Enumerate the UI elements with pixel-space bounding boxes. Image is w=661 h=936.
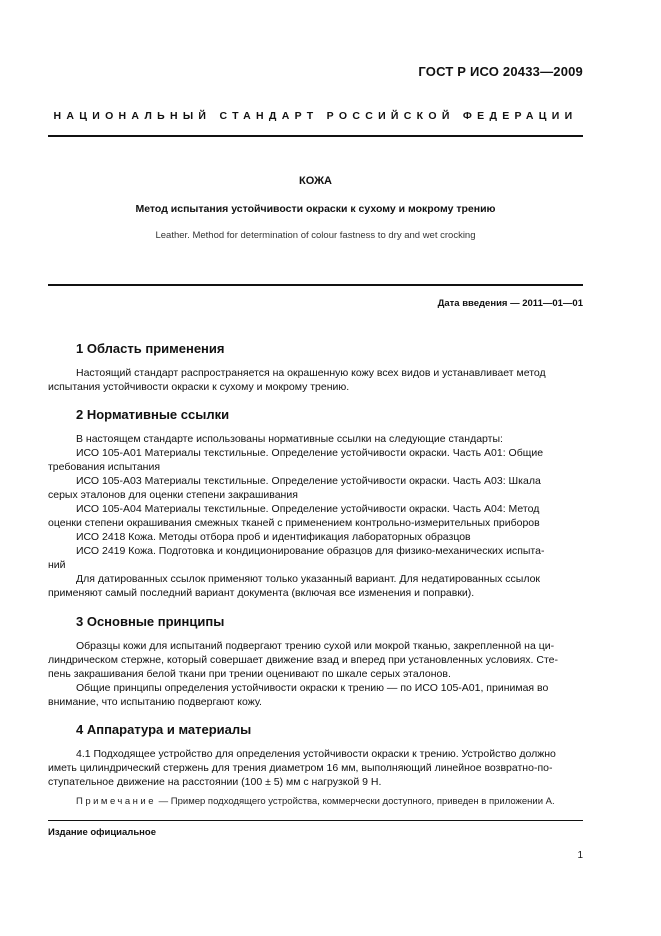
paragraph-line: Для датированных ссылок применяют только указанный вариант. Для недатированных ссылок [76,573,541,585]
bottom-divider [48,820,583,821]
gost-code: ГОСТ Р ИСО 20433—2009 [418,64,583,79]
section-3-heading: 3 Основные принципы [76,614,225,629]
paragraph-line: 4.1 Подходящее устройство для определения устойчивости окраски к трению. Устройство должно [76,748,556,760]
paragraph-line: Образцы кожи для испытаний подвергают трению сухой или мокрой тканью, закрепленной на ци- [76,640,555,652]
reference-line: требования испытания [48,461,161,473]
reference-line: серых эталонов для оценки степени закрашивания [48,489,298,501]
paragraph-line: Настоящий стандарт распространяется на окрашенную кожу всех видов и устанавливает метод [76,367,546,379]
paragraph-line: линдрическом стержне, который совершает движение взад и вперед при установленных условиях. Сте- [48,654,558,666]
paragraph-line: внимание, что испытанию подвергают кожу. [48,696,262,708]
page-number: 1 [577,850,583,861]
reference-line: оценки степени окрашивания смежных тканей с применением контрольно-измерительных приборов [48,517,540,529]
reference-line: ИСО 2419 Кожа. Подготовка и кондиционирование образцов для физико-механических испыта- [76,545,545,557]
section-3-body [48,639,583,709]
section-1-body [48,366,583,394]
document-title-english: Leather. Method for determination of colour fastness to dry and wet crocking [155,230,476,241]
paragraph-line: В настоящем стандарте использованы нормативные ссылки на следующие стандарты: [76,433,503,445]
reference-line: ний [48,559,66,571]
paragraph-line: пень закрашивания белой ткани при трении оценивают по шкале серых эталонов. [48,668,451,680]
paragraph-line: применяют самый последний вариант документа (включая все изменения и поправки). [48,587,475,599]
paragraph-line: ступательное движение на расстоянии (100 ± 5) мм с нагрузкой 9 Н. [48,776,382,788]
middle-divider [48,284,583,286]
paragraph-line: Общие принципы определения устойчивости окраски к трению — по ИСО 105-А01, принимая во [76,682,549,694]
section-2-heading: 2 Нормативные ссылки [76,407,230,422]
paragraph-line: испытания устойчивости окраски к сухому и мокрому трению. [48,381,350,393]
reference-line: ИСО 105-А04 Материалы текстильные. Определение устойчивости окраски. Часть А04: Метод [76,503,540,515]
paragraph-line: иметь цилиндрический стержень для трения диаметром 16 мм, выполняющий линейное возвратно-по- [48,762,553,774]
top-divider [48,135,583,137]
note-label: Примечание [76,796,156,807]
document-subtitle: Метод испытания устойчивости окраски к сухому и мокрому трению [135,203,496,215]
reference-line: ИСО 105-А03 Материалы текстильные. Определение устойчивости окраски. Часть А03: Шкала [76,475,541,487]
section-2-body [48,432,583,600]
section-4-heading: 4 Аппаратура и материалы [76,722,252,737]
introduction-date: Дата введения — 2011—01—01 [437,298,583,309]
national-standard-banner: НАЦИОНАЛЬНЫЙ СТАНДАРТ РОССИЙСКОЙ ФЕДЕРАЦИИ [53,110,578,122]
section-4-note [76,795,583,808]
note-text: — Пример подходящего устройства, коммерчески доступного, приведен в приложении А. [158,796,555,807]
reference-line: ИСО 105-А01 Материалы текстильные. Определение устойчивости окраски. Часть А01: Общие [76,447,544,459]
document-title: КОЖА [298,175,332,187]
section-4-body [48,747,583,789]
edition-label: Издание официальное [48,827,156,838]
section-1-heading: 1 Область применения [76,341,225,356]
reference-line: ИСО 2418 Кожа. Методы отбора проб и идентификация лабораторных образцов [76,531,471,543]
